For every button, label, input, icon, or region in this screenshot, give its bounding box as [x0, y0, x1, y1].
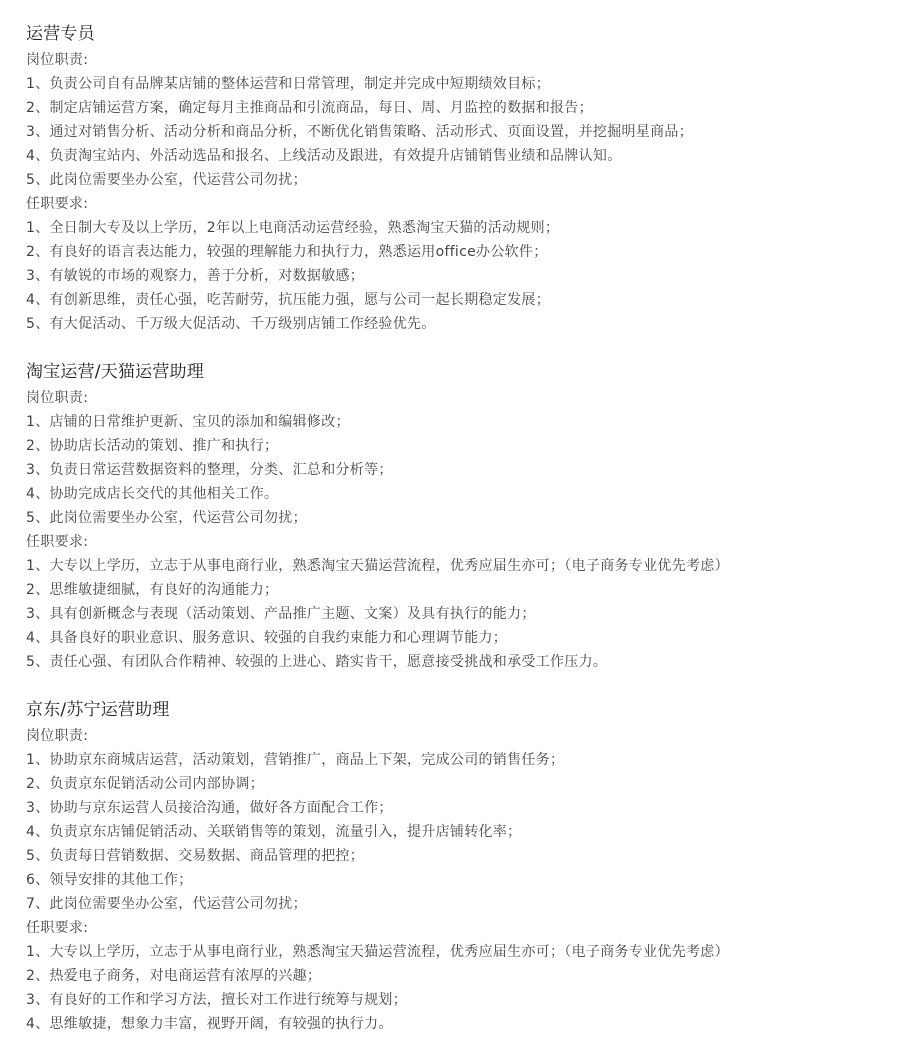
- requirement-item: 5、有大促活动、千万级大促活动、千万级别店铺工作经验优先。: [26, 316, 436, 332]
- requirement-item: 4、有创新思维，责任心强，吃苦耐劳，抗压能力强，愿与公司一起长期稳定发展；: [26, 292, 551, 308]
- requirement-item: 2、热爱电子商务，对电商运营有浓厚的兴趣；: [26, 968, 322, 984]
- job-operations-specialist: [26, 22, 924, 336]
- requirement-item: 1、大专以上学历，立志于从事电商行业，熟悉淘宝天猫运营流程，优秀应届生亦可；（电子商务专业优先考虑）: [26, 944, 729, 960]
- duties-label: 岗位职责:: [26, 390, 89, 406]
- duty-item: 4、负责京东店铺促销活动、关联销售等的策划，流量引入，提升店铺转化率；: [26, 824, 522, 840]
- requirement-item: 5、责任心强、有团队合作精神、较强的上进心、踏实肯干，愿意接受挑战和承受工作压力。: [26, 654, 608, 670]
- requirement-item: 1、全日制大专及以上学历，2年以上电商活动运营经验，熟悉淘宝天猫的活动规则；: [26, 220, 560, 236]
- duty-item: 4、协助完成店长交代的其他相关工作。: [26, 486, 279, 502]
- requirement-item: 2、有良好的语言表达能力，较强的理解能力和执行力，熟悉运用office办公软件；: [26, 244, 548, 260]
- duty-item: 4、负责淘宝站内、外活动选品和报名、上线活动及跟进，有效提升店铺销售业绩和品牌认知。: [26, 148, 622, 164]
- requirements-label: 任职要求:: [26, 196, 89, 212]
- job-title: 京东/苏宁运营助理: [26, 700, 170, 720]
- requirements-label: 任职要求:: [26, 920, 89, 936]
- job-title: 淘宝运营/天猫运营助理: [26, 362, 204, 382]
- requirement-item: 3、具有创新概念与表现（活动策划、产品推广主题、文案）及具有执行的能力；: [26, 606, 536, 622]
- duties-label: 岗位职责:: [26, 728, 89, 744]
- requirement-item: 2、思维敏捷细腻，有良好的沟通能力；: [26, 582, 279, 598]
- requirement-item: 4、思维敏捷，想象力丰富，视野开阔，有较强的执行力。: [26, 1016, 393, 1032]
- duty-item: 5、此岗位需要坐办公室，代运营公司勿扰；: [26, 510, 307, 526]
- duty-item: 6、领导安排的其他工作；: [26, 872, 193, 888]
- duty-item: 5、负责每日营销数据、交易数据、商品管理的把控；: [26, 848, 365, 864]
- duty-item: 3、负责日常运营数据资料的整理，分类、汇总和分析等；: [26, 462, 393, 478]
- duty-item: 1、负责公司自有品牌某店铺的整体运营和日常管理，制定并完成中短期绩效目标；: [26, 76, 551, 92]
- job-title: 运营专员: [26, 24, 95, 44]
- job-jd-suning-assistant: [26, 698, 924, 1036]
- duties-label: 岗位职责:: [26, 52, 89, 68]
- requirements-label: 任职要求:: [26, 534, 89, 550]
- duty-item: 7、此岗位需要坐办公室，代运营公司勿扰；: [26, 896, 307, 912]
- duty-item: 3、通过对销售分析、活动分析和商品分析，不断优化销售策略、活动形式、页面设置，并挖掘明星商品；: [26, 124, 694, 140]
- duty-item: 1、店铺的日常维护更新、宝贝的添加和编辑修改；: [26, 414, 350, 430]
- requirement-item: 3、有良好的工作和学习方法，擅长对工作进行统筹与规划；: [26, 992, 408, 1008]
- job-taobao-tmall-assistant: [26, 360, 924, 674]
- requirement-item: 4、具备良好的职业意识、服务意识、较强的自我约束能力和心理调节能力；: [26, 630, 508, 646]
- requirement-item: 1、大专以上学历，立志于从事电商行业，熟悉淘宝天猫运营流程，优秀应届生亦可；（电子商务专业优先考虑）: [26, 558, 729, 574]
- duty-item: 2、负责京东促销活动公司内部协调；: [26, 776, 265, 792]
- duty-item: 3、协助与京东运营人员接洽沟通，做好各方面配合工作；: [26, 800, 393, 816]
- duty-item: 5、此岗位需要坐办公室，代运营公司勿扰；: [26, 172, 307, 188]
- duty-item: 2、协助店长活动的策划、推广和执行；: [26, 438, 279, 454]
- duty-item: 2、制定店铺运营方案，确定每月主推商品和引流商品，每日、周、月监控的数据和报告；: [26, 100, 593, 116]
- requirement-item: 3、有敏锐的市场的观察力，善于分析，对数据敏感；: [26, 268, 365, 284]
- duty-item: 1、协助京东商城店运营，活动策划，营销推广，商品上下架，完成公司的销售任务；: [26, 752, 565, 768]
